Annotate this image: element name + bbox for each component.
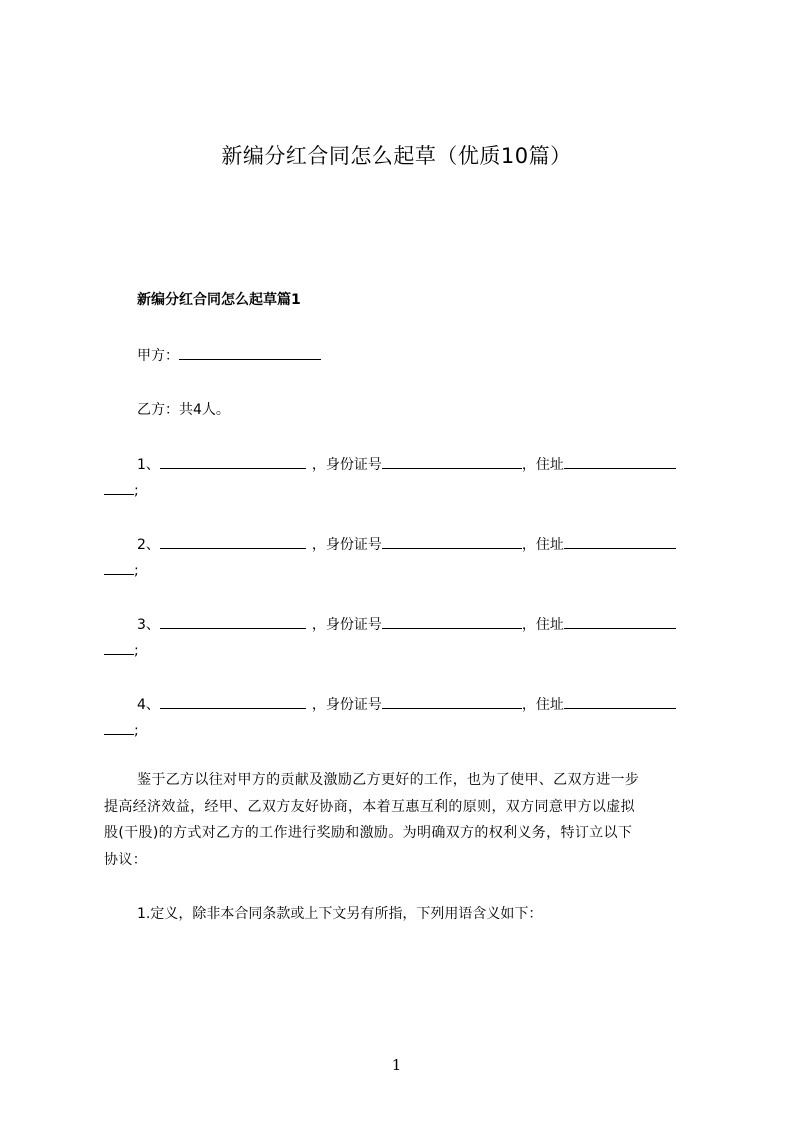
address-blank (564, 614, 676, 629)
party-a-blank (179, 345, 321, 360)
member-number: 4、 (137, 697, 160, 713)
row-end: ; (134, 643, 139, 659)
address-label: ，住址 (521, 537, 564, 553)
section-heading: 新编分红合同怎么起草篇1 (137, 292, 301, 308)
paragraph-line: 提高经济效益，经甲、乙双方友好协商，本着互惠互利的原则，双方同意甲方以虚拟 (104, 798, 635, 815)
address-blank-cont (104, 720, 134, 735)
address-blank-cont (104, 480, 134, 495)
clause-1: 1.定义，除非本合同条款或上下文另有所指，下列用语含义如下： (137, 906, 543, 922)
name-blank (160, 694, 306, 709)
address-blank-cont (104, 560, 134, 575)
member-number: 1、 (137, 457, 160, 473)
paragraph-line: 协议： (104, 851, 148, 868)
address-blank-cont (104, 640, 134, 655)
paragraph-line: 鉴于乙方以往对甲方的贡献及激励乙方更好的工作，也为了使甲、乙双方进一步 (137, 772, 640, 788)
preamble-paragraph (104, 767, 704, 873)
member-number: 2、 (137, 537, 160, 553)
row-end: ; (134, 563, 139, 579)
id-blank (382, 454, 522, 469)
member-number: 3、 (137, 617, 160, 633)
party-b-line: 乙方：共4人。 (137, 402, 230, 418)
address-blank (564, 534, 676, 549)
id-label: ，身份证号 (311, 537, 382, 553)
row-end: ; (134, 483, 139, 499)
party-a-label: 甲方： (137, 348, 179, 364)
party-a-line (137, 345, 321, 366)
paragraph-line: 股(干股)的方式对乙方的工作进行奖励和激励。为明确双方的权利义务，特订立以下 (104, 825, 633, 841)
id-blank (382, 694, 522, 709)
id-blank (382, 534, 522, 549)
address-label: ，住址 (521, 697, 564, 713)
row-end: ; (134, 723, 139, 739)
id-blank (382, 614, 522, 629)
name-blank (160, 534, 306, 549)
address-blank (564, 454, 676, 469)
document-title: 新编分红合同怎么起草（优质10篇） (221, 144, 572, 168)
address-label: ，住址 (521, 617, 564, 633)
page-number: 1 (391, 1056, 402, 1074)
name-blank (160, 614, 306, 629)
address-blank (564, 694, 676, 709)
id-label: ，身份证号 (311, 457, 382, 473)
name-blank (160, 454, 306, 469)
address-label: ，住址 (521, 457, 564, 473)
id-label: ，身份证号 (311, 697, 382, 713)
id-label: ，身份证号 (311, 617, 382, 633)
